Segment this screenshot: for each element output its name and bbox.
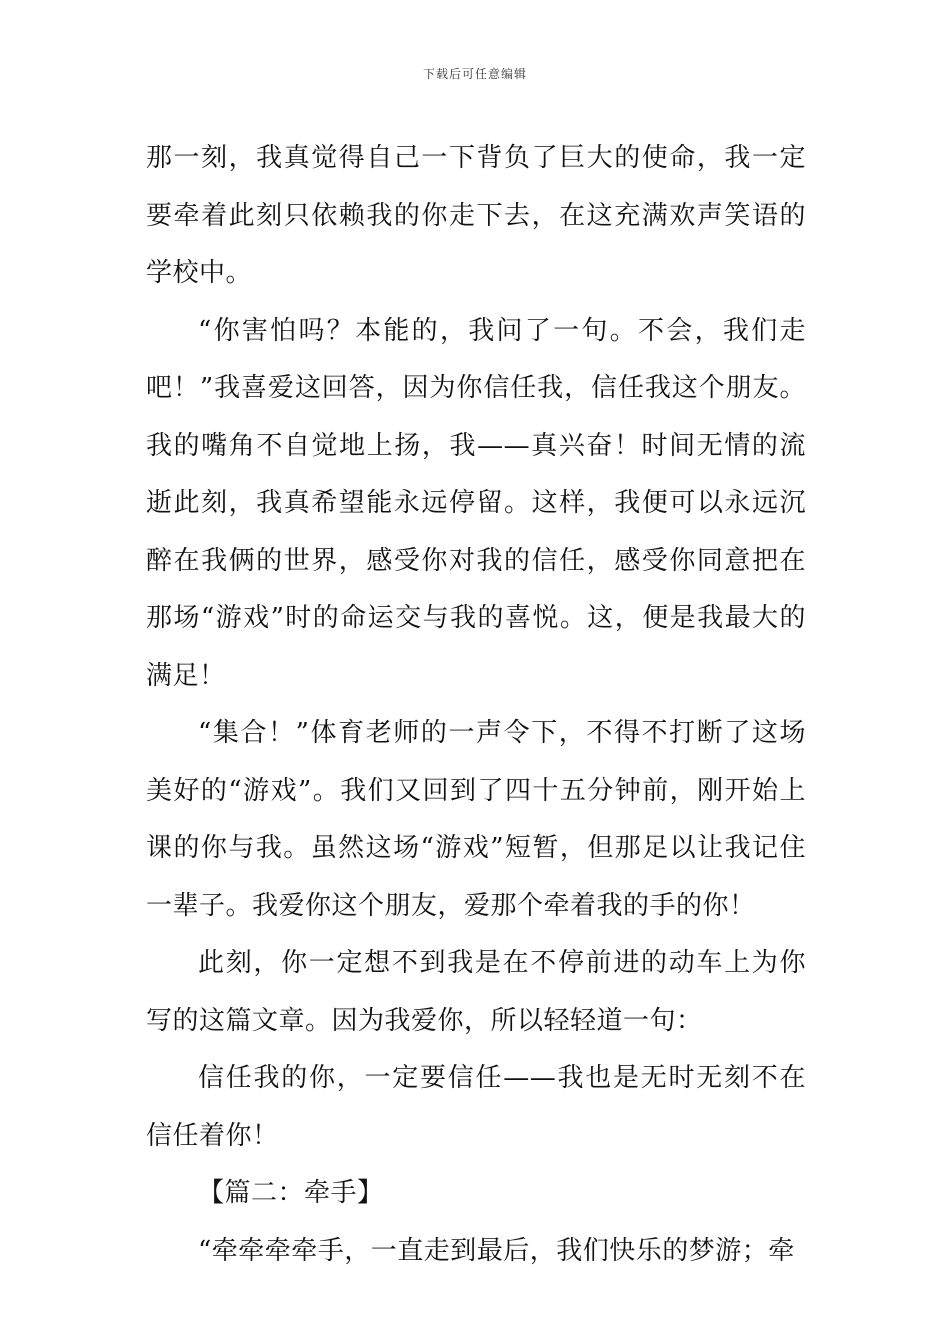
paragraph-4: 此刻，你一定想不到我是在不停前进的动车上为你写的这篇文章。因为我爱你，所以轻轻道一句： — [146, 948, 806, 1036]
page-header: 下载后可任意编辑 — [422, 67, 527, 81]
paragraph-3: “集合！”体育老师的一声令下，不得不打断了这场美好的“游戏”。我们又回到了四十五分钟前，刚开始上课的你与我。虽然这场“游戏”短暂，但那足以让我记住一辈子。我爱你这个朋友，爱那个牵着我的手的你！ — [146, 718, 806, 921]
paragraph-1: 那一刻，我真觉得自己一下背负了巨大的使命，我一定要牵着此刻只依赖我的你走下去，在这充满欢声笑语的学校中。 — [146, 143, 806, 288]
document-body — [146, 130, 806, 1280]
paragraph-2: “你害怕吗？本能的，我问了一句。不会，我们走吧！”我喜爱这回答，因为你信任我，信任我这个朋友。我的嘴角不自觉地上扬，我——真兴奋！时间无情的流逝此刻，我真希望能永远停留。这样，我便可以永远沉醉在我俩的世界，感受你对我的信任，感受你同意把在那场“游戏”时的命运交与我的喜悦。这，便是我最大的满足！ — [146, 315, 806, 691]
section-heading: 【篇二：牵手】 — [198, 1178, 384, 1208]
paragraph-5: 信任我的你，一定要信任——我也是无时无刻不在信任着你！ — [146, 1063, 806, 1151]
paragraph-6: “牵牵牵牵手，一直走到最后，我们快乐的梦游；牵 — [198, 1235, 795, 1266]
